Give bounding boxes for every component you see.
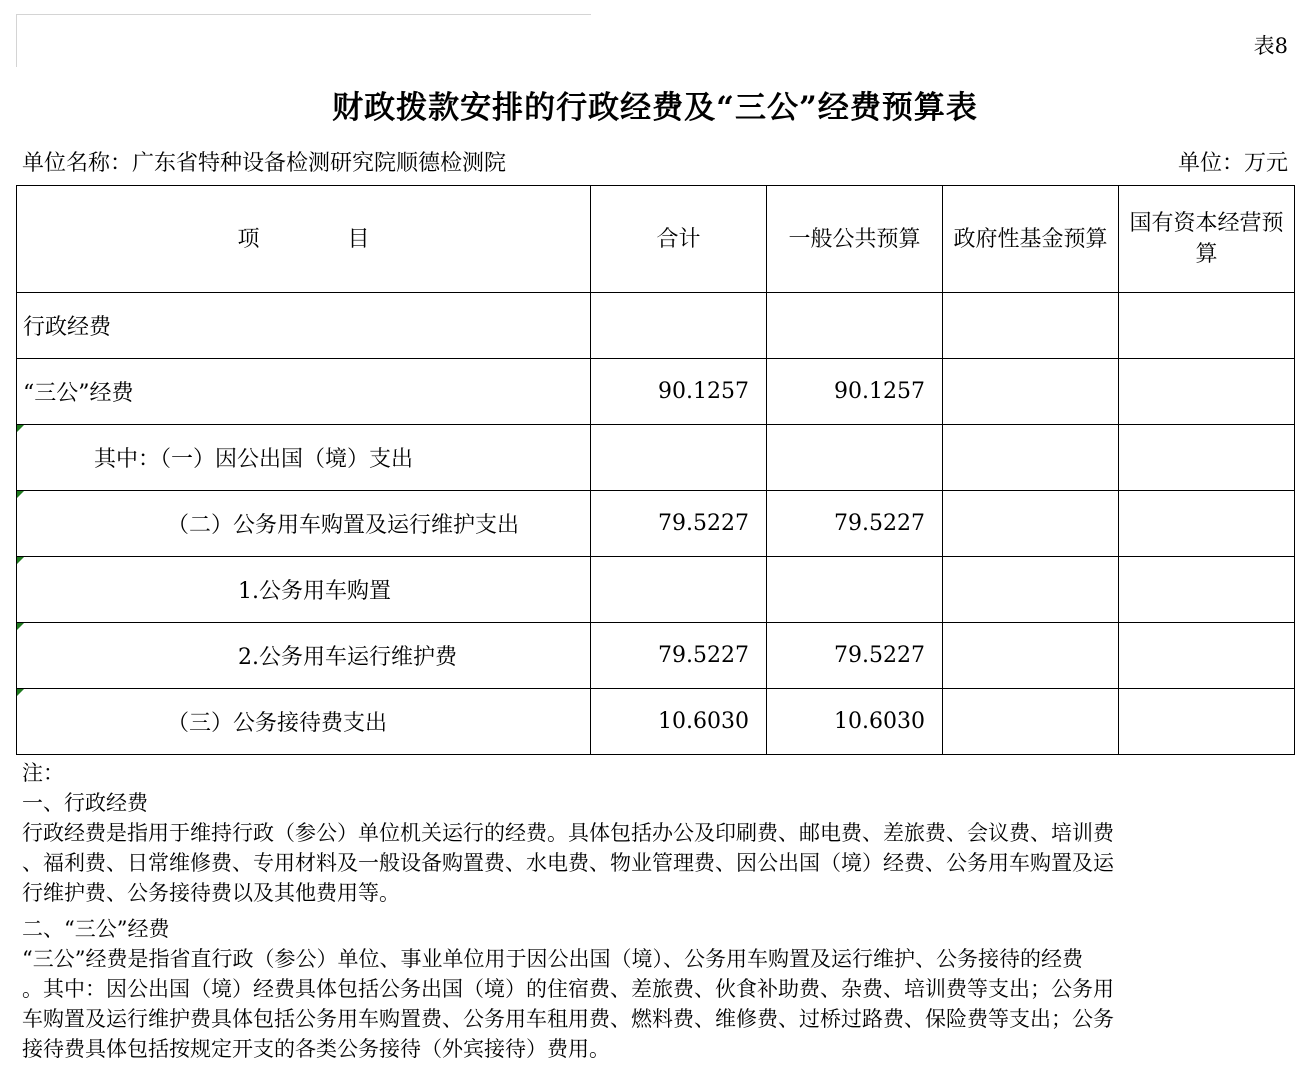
table-row	[17, 359, 1295, 425]
row-label-cell	[17, 623, 591, 689]
note-text-line: 行政经费是指用于维持行政（参公）单位机关运行的经费。具体包括办公及印刷费、邮电费、差旅费、会议费、培训费	[22, 821, 1114, 845]
row-label-cell	[17, 491, 591, 557]
cell-gridline	[16, 14, 591, 67]
cell-capital	[1119, 293, 1295, 359]
table-header-row	[17, 186, 1295, 293]
table-row	[17, 293, 1295, 359]
cell-fund	[943, 491, 1119, 557]
cell-total: 10.6030	[591, 689, 767, 755]
note-text-line: 、福利费、日常维修费、专用材料及一般设备购置费、水电费、物业管理费、因公出国（境）经费、公务用车购置及运	[22, 851, 1114, 875]
comment-marker-icon	[17, 491, 24, 498]
cell-general: 79.5227	[767, 491, 943, 557]
cell-general	[767, 293, 943, 359]
page-title: 财政拨款安排的行政经费及“三公”经费预算表	[332, 90, 978, 126]
cell-fund	[943, 293, 1119, 359]
notes-section	[22, 758, 1282, 1064]
note-text-line: 。其中：因公出国（境）经费具体包括公务出国（境）的住宿费、差旅费、伙食补助费、杂费、培训费等支出；公务用	[22, 977, 1114, 1001]
row-label: （三）公务接待费支出	[167, 711, 388, 736]
column-header-item: 项 目	[17, 186, 591, 293]
row-label: 2.公务用车运行维护费	[238, 645, 457, 670]
unit-name: 单位名称：广东省特种设备检测研究院顺德检测院	[22, 151, 507, 176]
cell-general	[767, 425, 943, 491]
cell-fund	[943, 425, 1119, 491]
comment-marker-icon	[17, 689, 24, 696]
column-header-general-budget: 一般公共预算	[767, 186, 943, 293]
row-label-cell	[17, 425, 591, 491]
row-label: 其中：（一）因公出国（境）支出	[94, 447, 414, 472]
currency-unit: 单位：万元	[1177, 151, 1288, 176]
cell-general: 10.6030	[767, 689, 943, 755]
table-row	[17, 425, 1295, 491]
cell-capital	[1119, 491, 1295, 557]
comment-marker-icon	[17, 425, 24, 432]
table-row	[17, 623, 1295, 689]
comment-marker-icon	[17, 623, 24, 630]
note-text-line: 车购置及运行维护费具体包括公务用车购置费、公务用车租用费、燃料费、维修费、过桥过路费、保险费等支出；公务	[22, 1007, 1114, 1031]
note-section-title: 一、行政经费	[22, 791, 148, 815]
cell-total: 79.5227	[591, 623, 767, 689]
table-row	[17, 491, 1295, 557]
cell-fund	[943, 557, 1119, 623]
row-label: 行政经费	[17, 293, 591, 359]
cell-fund	[943, 359, 1119, 425]
row-label: （二）公务用车购置及运行维护支出	[167, 513, 520, 538]
table-number: 表8	[1253, 34, 1288, 58]
cell-general: 79.5227	[767, 623, 943, 689]
table-row	[17, 689, 1295, 755]
note-text-line: 接待费具体包括按规定开支的各类公务接待（外宾接待）费用。	[22, 1037, 610, 1061]
note-section-title: 二、“三公”经费	[22, 917, 170, 941]
cell-capital	[1119, 425, 1295, 491]
comment-marker-icon	[17, 557, 24, 564]
cell-total: 90.1257	[591, 359, 767, 425]
row-label-cell	[17, 689, 591, 755]
cell-total: 79.5227	[591, 491, 767, 557]
cell-fund	[943, 623, 1119, 689]
column-header-fund-budget: 政府性基金预算	[943, 186, 1119, 293]
column-header-capital-budget: 国有资本经营预算	[1119, 186, 1295, 293]
row-label: 1.公务用车购置	[238, 579, 391, 604]
cell-total	[591, 293, 767, 359]
cell-capital	[1119, 557, 1295, 623]
table-row	[17, 557, 1295, 623]
cell-fund	[943, 689, 1119, 755]
notes-heading: 注：	[22, 761, 64, 785]
cell-general	[767, 557, 943, 623]
cell-total	[591, 557, 767, 623]
budget-table	[16, 185, 1295, 755]
row-label: “三公”经费	[17, 359, 591, 425]
column-header-total: 合计	[591, 186, 767, 293]
note-text-line: 行维护费、公务接待费以及其他费用等。	[22, 881, 400, 905]
cell-capital	[1119, 623, 1295, 689]
cell-general: 90.1257	[767, 359, 943, 425]
row-label-cell	[17, 557, 591, 623]
cell-capital	[1119, 359, 1295, 425]
cell-total	[591, 425, 767, 491]
cell-capital	[1119, 689, 1295, 755]
note-text-line: “三公”经费是指省直行政（参公）单位、事业单位用于因公出国（境）、公务用车购置及运行维护、公务接待的经费	[22, 947, 1083, 971]
